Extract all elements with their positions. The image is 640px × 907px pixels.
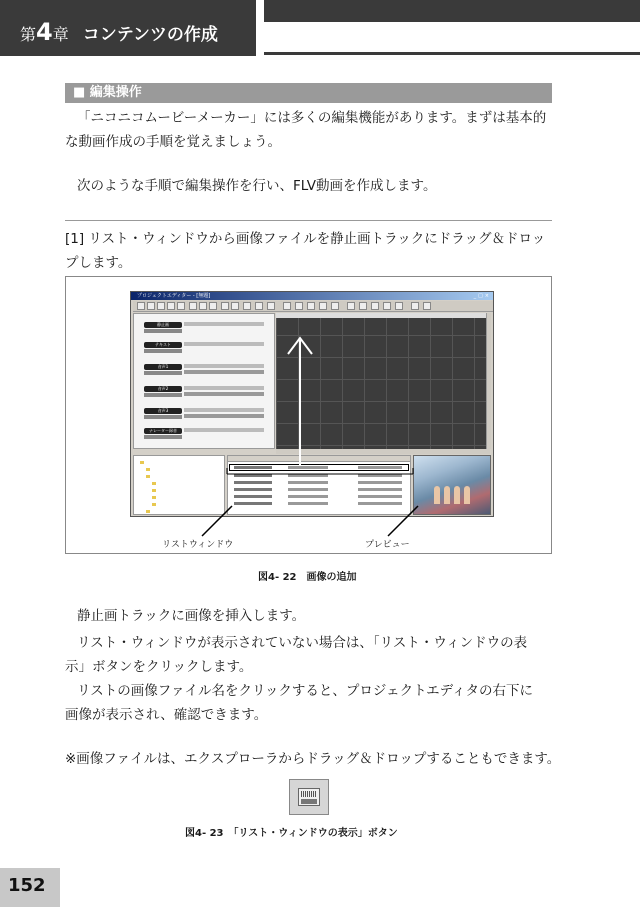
note: ※画像ファイルは、エクスプローラからドラッグ＆ドロップすることもできます。 [65,751,561,767]
callout-list-window: リストウィンドウ [162,540,234,550]
intro-line-1: 「ニコニコムービーメーカー」には多くの編集機能があります。まずは基本的 [77,110,547,126]
para-3-line-1: リストの画像ファイル名をクリックすると、プロジェクトエディタの右下に [77,683,534,699]
step1-line-1: [1] リスト・ウィンドウから画像ファイルを静止画トラックにドラッグ＆ドロッ [65,231,546,247]
window-title: プロジェクトエディター - [無題] [137,293,211,299]
list-window-toggle-button[interactable] [289,779,329,815]
intro-line-3: 次のような手順で編集操作を行い、FLV動画を作成します。 [77,178,437,194]
para-2-line-2: 示」ボタンをクリックします。 [65,659,253,675]
para-2-line-1: リスト・ウィンドウが表示されていない場合は、「リスト・ウィンドウの表 [77,635,528,651]
chapter-suffix: 章 [52,25,69,44]
track: 音声3 [138,406,270,428]
track: 音声2 [138,384,270,406]
chapter-number: 4 [36,18,53,46]
track: 音声1 [138,362,270,384]
chapter-prefix: 第 [20,25,37,44]
track: 静止画 [138,320,270,342]
chapter-name: コンテンツの作成 [82,25,218,45]
figure-caption-2: 図4- 23 「リスト・ウィンドウの表示」ボタン [185,828,398,839]
section-heading: ■ 編集操作 [65,83,552,103]
intro-line-2: な動画作成の手順を覚えましょう。 [65,134,281,150]
figure-caption-1: 図4- 22 画像の追加 [258,572,357,583]
callout-preview: プレビュー [365,540,410,550]
track: テキスト [138,340,270,362]
window-buttons: _□× [473,293,491,299]
step1-line-2: プします。 [65,255,132,271]
para-3-line-2: 画像が表示され、確認できます。 [65,707,268,723]
list-window-icon [298,788,320,806]
para-1: 静止画トラックに画像を挿入します。 [77,608,306,624]
page-number: 152 [0,868,60,907]
track: ナレーター録音 [138,426,270,448]
